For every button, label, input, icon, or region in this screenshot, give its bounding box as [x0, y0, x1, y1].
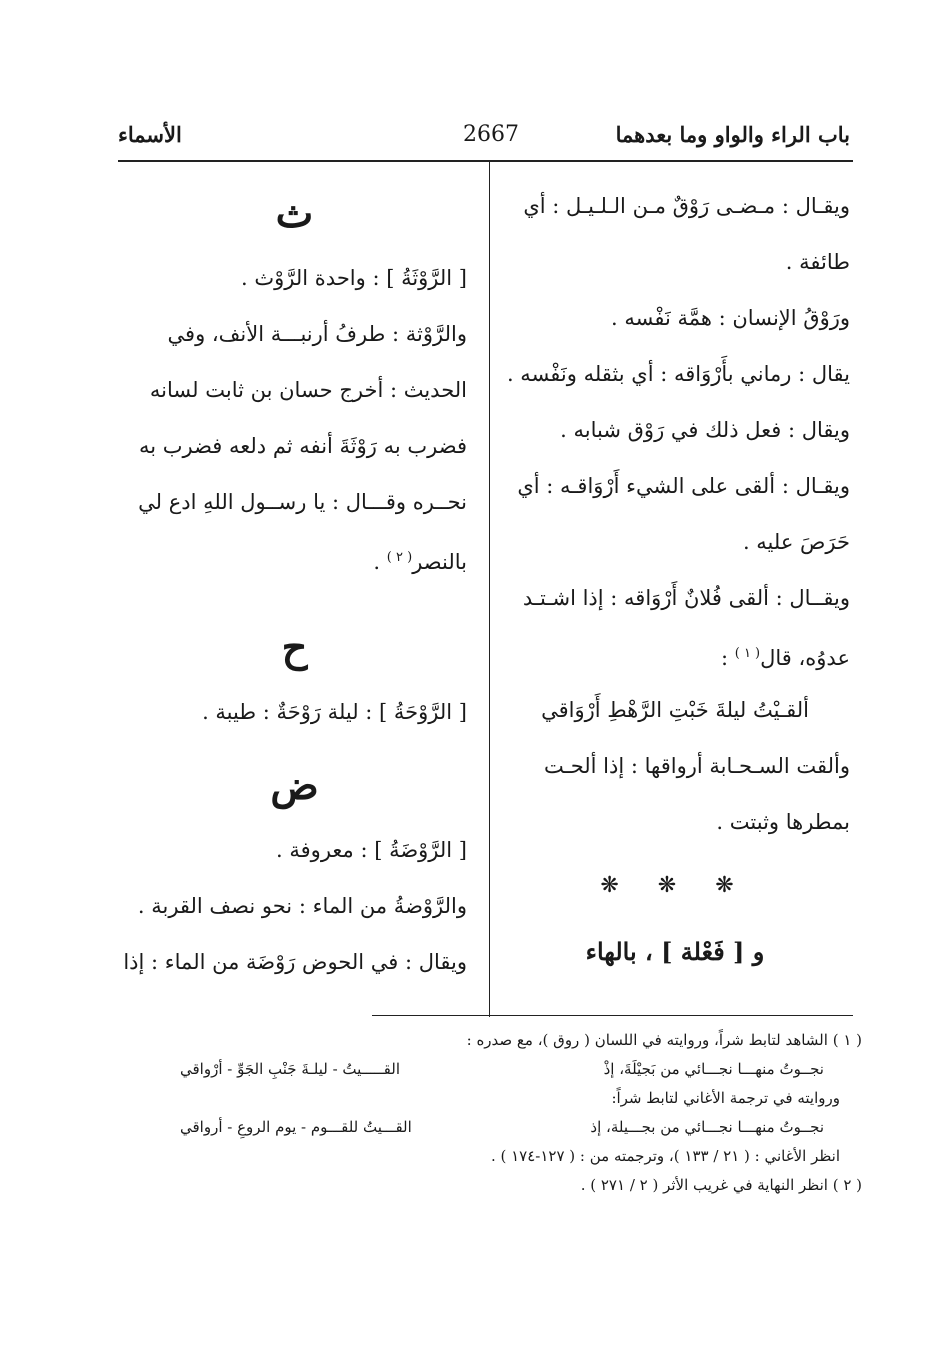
footnote-verse [150, 1113, 862, 1142]
verse-line: ألقـيْتُ ليلةَ خَبْتِ الرَّهْطِ أَرْوَاقي [541, 698, 809, 722]
letter-heading-ha: ح [281, 624, 308, 671]
verse-first-hemistich: نجــوتُ منهـــا نجـــائي من بَجيْلَةَ، إذْ [603, 1060, 824, 1078]
text-line: يقال : رماني بأَرْوَاقه : أي بثقله ونَفْسه . [506, 362, 850, 386]
text-fragment: عدوُه، قال [760, 646, 850, 670]
text-line [500, 626, 850, 682]
text-line: ورَوْقُ الإنسان : همَّة نَفْسه . [611, 306, 850, 330]
period: . [373, 550, 381, 574]
entry-line: [ الرَّوْحَةُ ] : ليلة رَوْحَةٌ : طيبة . [202, 700, 467, 724]
separator-stars: ❋ ❋ ❋ [600, 873, 750, 898]
left-column [122, 178, 467, 990]
footnote-1-intro: ( ١ ) الشاهد لتابط شراً، وروايته في اللسان ( روق )، مع صدره : [466, 1031, 862, 1049]
footnote-1-ref: انظر الأغاني : ( ٢١ / ١٣٣ )، وترجمته من : ( ١٢٧-١٧٤ ) . [490, 1147, 840, 1165]
right-column [500, 178, 850, 982]
verse-second-hemistich: القـــيتُ للقـــوم - يوم الروعِ - أرواقي [180, 1118, 412, 1136]
text-line: ويقـال : مـضـى رَوْقٌ مـن الـلـيـل : أي [523, 194, 850, 218]
text-line: ويقال : فعل ذلك في رَوْق شبابه . [560, 418, 850, 442]
footnote-1-note: وروايته في ترجمة الأغاني لتابط شراً: [611, 1089, 840, 1107]
header-rule [118, 160, 853, 162]
text-line: نحــره وقـــال : يا رســول اللهِ ادع لي [138, 490, 467, 514]
letter-heading-dad: ض [270, 762, 319, 809]
entry-line: [ الرَّوْضَةُ ] : معروفة . [276, 838, 467, 862]
chapter-title: باب الراء والواو وما بعدهما [615, 122, 850, 147]
text-line: فضرب به رَوْثَةَ أنفه ثم دلعه فضرب به [138, 434, 467, 458]
verse-first-hemistich: نجــوتُ منهـــا نجـــائي من بجـــيلة، إذ [590, 1118, 824, 1136]
letter-heading-tha: ث [275, 190, 314, 237]
footnote-2: ( ٢ ) انظر النهاية في غريب الأثر ( ٢ / ٢٧١ ) . [580, 1176, 862, 1194]
text-fragment: بالنصر [412, 550, 467, 574]
verse-second-hemistich: القـــــيتُ - ليلـةَ جَنْبِ الجَوِّ - أرْواقي [180, 1060, 400, 1078]
text-line: حَرَصَ عليه . [742, 530, 850, 554]
entry-line: [ الرَّوْثَةُ ] : واحدة الرَّوْث . [241, 266, 467, 290]
text-line: ويقـال : ألقى على الشيء أَرْوَاقـه : أي [517, 474, 850, 498]
section-heading: و [ فَعْلة ] ، بالهاء [585, 937, 765, 966]
footnote-rule [372, 1015, 853, 1016]
text-line: والرَّوْثة : طرفُ أرنبـــة الأنف، وفي [167, 322, 467, 346]
text-line: والرَّوْضةُ من الماء : نحو نصف القربة . [137, 894, 467, 918]
text-line: طائفة . [785, 250, 850, 274]
text-line: ويقال : في الحوض رَوْضَة من الماء : إذا [123, 950, 467, 974]
column-divider [489, 162, 490, 1017]
colon: : [720, 646, 729, 670]
text-line: ويقــال : ألقى فُلانٌ أَرْوَاقه : إذا اشـتـد [522, 586, 850, 610]
text-line: بمطرها وثبتت . [716, 810, 850, 834]
footnote-ref-1: ( ١ ) [734, 646, 761, 661]
text-line: وألقت السـحـابة أرواقها : إذا ألحـت [543, 754, 850, 778]
footnote-ref-2: ( ٢ ) [386, 550, 413, 565]
footnotes [150, 1026, 862, 1200]
text-line: الحديث : أخرج حسان بن ثابت لسانه [149, 378, 467, 402]
page-header [118, 118, 850, 158]
text-line [122, 530, 467, 586]
page-number: 2667 [463, 122, 519, 147]
section-title: الأسماء [118, 122, 182, 147]
footnote-verse [150, 1055, 862, 1084]
